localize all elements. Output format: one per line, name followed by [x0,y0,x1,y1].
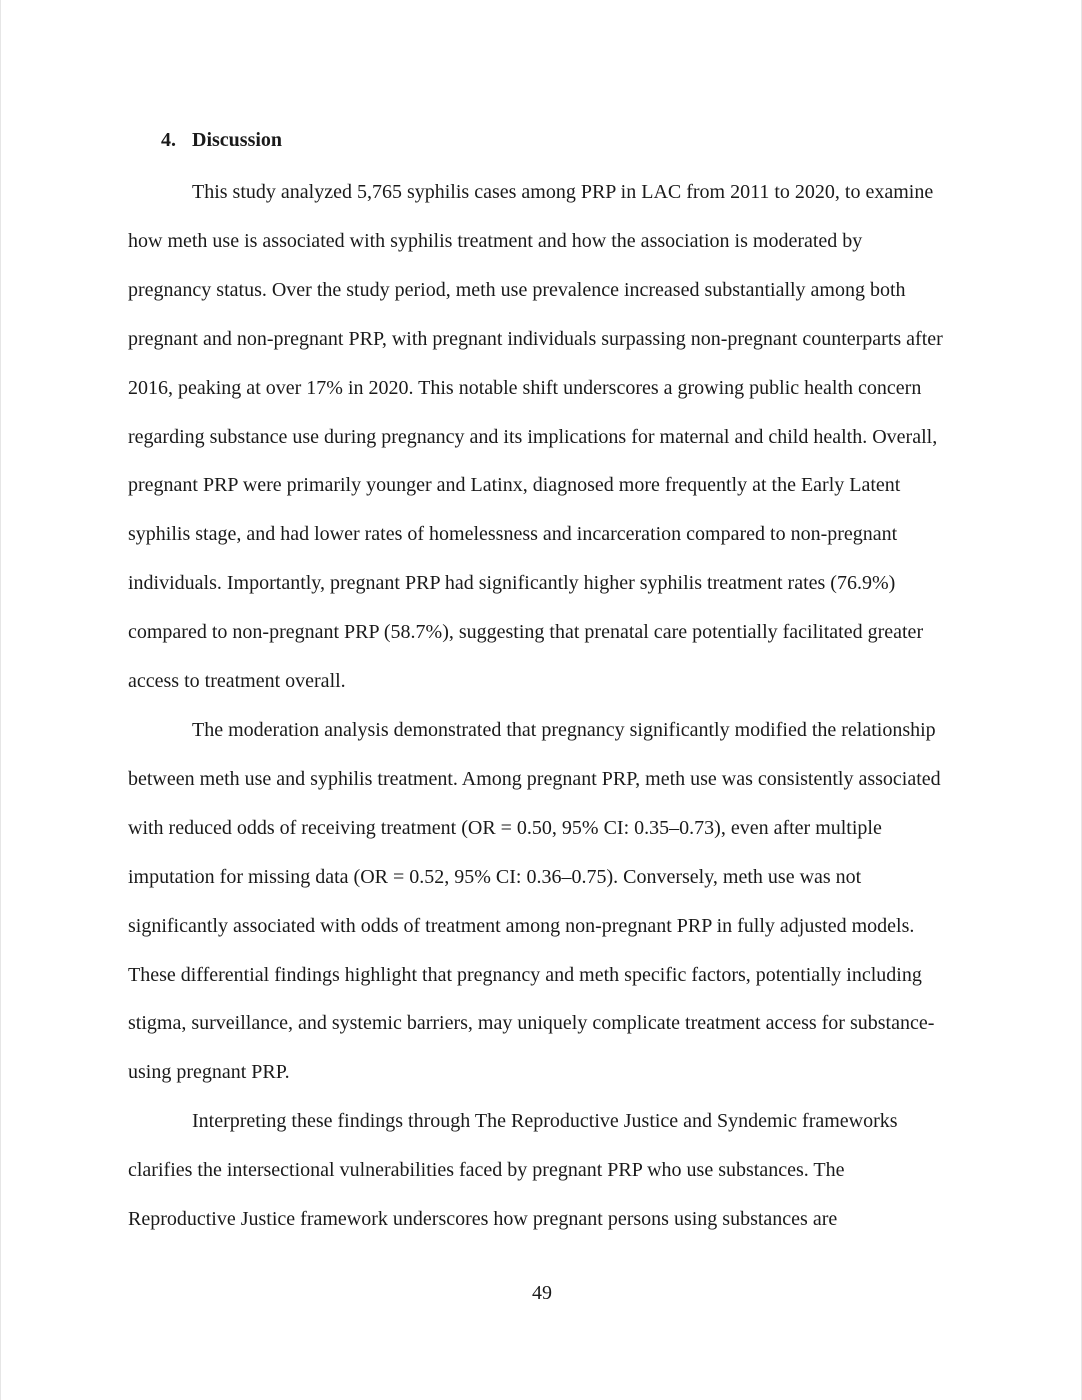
paragraph-1: This study analyzed 5,765 syphilis cases among PRP in LAC from 2011 to 2020, to examine how meth use is associated with syphilis treatment and how the association is moderated by pregnancy status. Over the study period, meth use prevalence increased substantially among both pregnant and non-pregnant PRP, with pregnant individuals surpassing non-pregnant counterparts after 2016, peaking at over 17% in 2020. This notable shift underscores a growing public health concern regarding substance use during pregnancy and its implications for maternal and child health. Overall, pregnant PRP were primarily younger and Latinx, diagnosed more frequently at the Early Latent syphilis stage, and had lower rates of homelessness and incarceration compared to non-pregnant individuals. Importantly, pregnant PRP had significantly higher syphilis treatment rates (76.9%) compared to non-pregnant PRP (58.7%), suggesting that prenatal care potentially facilitated greater access to treatment overall. [128,181,943,693]
paragraph-3: Interpreting these findings through The Reproductive Justice and Syndemic frameworks clarifies the intersectional vulnerabilities faced by pregnant PRP who use substances. The Reproductive Justice framework underscores how pregnant persons using substances are [128,1110,898,1231]
page-content [128,120,948,1244]
paragraph-2: The moderation analysis demonstrated that pregnancy significantly modified the relationship between meth use and syphilis treatment. Among pregnant PRP, meth use was consistently associated with reduced odds of receiving treatment (OR = 0.50, 95% CI: 0.35–0.73), even after multiple imputation for missing data (OR = 0.52, 95% CI: 0.36–0.75). Conversely, meth use was not significantly associated with odds of treatment among non-pregnant PRP in fully adjusted models. These differential findings highlight that pregnancy and meth specific factors, potentially including stigma, surveillance, and systemic barriers, may uniquely complicate treatment access for substance-using pregnant PRP. [128,718,941,1084]
section-heading [128,120,948,160]
section-title: Discussion [192,129,283,151]
section-number: 4. [161,129,176,151]
page-number: 49 [532,1282,552,1304]
